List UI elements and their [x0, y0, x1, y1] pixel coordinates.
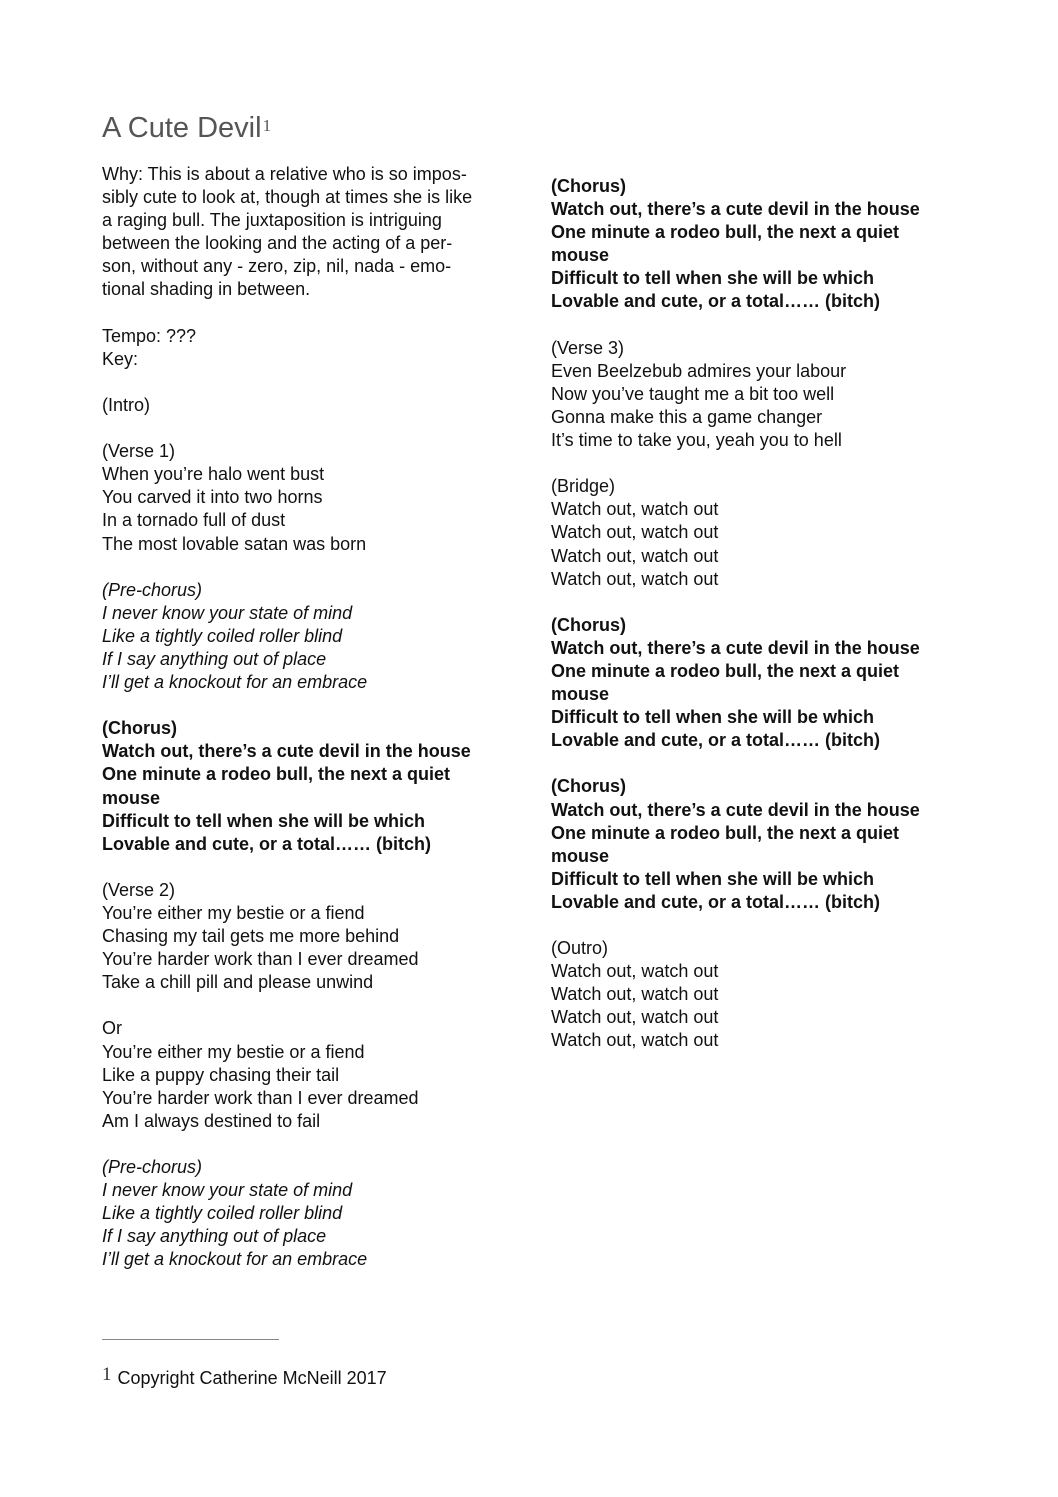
lyric-line: Am I always destined to fail — [102, 1110, 321, 1131]
lyric-line: I never know your state of mind — [102, 602, 353, 623]
lyric-line: You carved it into two horns — [102, 487, 323, 508]
section-label: (Chorus) — [551, 776, 626, 797]
lyric-line: mouse — [551, 845, 610, 866]
lyric-line: If I say anything out of place — [102, 1226, 327, 1247]
lyric-line: Lovable and cute, or a total…… (bitch) — [551, 291, 881, 312]
tempo: Tempo: ??? — [102, 325, 197, 346]
why-line: son, without any - zero, zip, nil, nada - emo- — [102, 256, 452, 277]
lyric-line: Take a chill pill and please unwind — [102, 972, 374, 993]
lyric-line: You’re either my bestie or a fiend — [102, 1041, 365, 1062]
lyric-line: Even Beelzebub admires your labour — [551, 360, 847, 381]
lyric-line: One minute a rodeo bull, the next a quiet — [102, 764, 451, 785]
lyric-line: Watch out, there’s a cute devil in the house — [102, 741, 471, 762]
lyric-line: Watch out, watch out — [551, 522, 719, 543]
bridge — [551, 475, 971, 590]
verse-3 — [551, 337, 971, 452]
lyric-line: One minute a rodeo bull, the next a quiet — [551, 822, 900, 843]
song-title — [102, 108, 271, 148]
outro — [551, 937, 971, 1052]
lyric-line: Lovable and cute, or a total…… (bitch) — [551, 730, 881, 751]
verse-2-alternate — [102, 1017, 512, 1132]
lyric-line: You’re either my bestie or a fiend — [102, 903, 365, 923]
section-label: Or — [102, 1018, 122, 1039]
lyric-line: Watch out, watch out — [551, 568, 719, 589]
lyric-line: Like a tightly coiled roller blind — [102, 625, 343, 646]
lyric-line: Watch out, watch out — [551, 961, 719, 982]
why-line: sibly cute to look at, though at times she is like — [102, 187, 473, 208]
lyric-line: Chasing my tail gets me more behind — [102, 926, 400, 947]
footnote-text: Copyright Catherine McNeill 2017 — [117, 1368, 387, 1388]
lyric-line: You’re harder work than I ever dreamed — [102, 949, 419, 970]
footnote — [102, 1366, 387, 1391]
why-line: tional shading in between. — [102, 279, 311, 300]
lyric-line: Difficult to tell when she will be which — [551, 868, 875, 889]
section-label: (Chorus) — [551, 614, 626, 635]
key: Key: — [102, 348, 139, 369]
section-label: (Verse 1) — [102, 441, 176, 462]
title-footnote-mark: 1 — [262, 116, 272, 135]
lyric-line: I never know your state of mind — [102, 1180, 353, 1201]
lyric-line: Difficult to tell when she will be which — [551, 707, 875, 728]
song-title-text: A Cute Devil — [102, 112, 262, 144]
lyric-line: One minute a rodeo bull, the next a quiet — [551, 660, 900, 681]
lyric-line: Watch out, watch out — [551, 545, 719, 566]
lyric-line: Watch out, there’s a cute devil in the house — [551, 799, 920, 820]
lyric-line: Watch out, watch out — [551, 499, 719, 520]
lyric-line: Watch out, there’s a cute devil in the house — [551, 637, 920, 658]
lyric-line: Watch out, watch out — [551, 984, 719, 1005]
lyric-line: In a tornado full of dust — [102, 510, 286, 531]
why-line: Why: This is about a relative who is so impos- — [102, 164, 467, 184]
chorus-1 — [102, 717, 512, 856]
lyric-line: Gonna make this a game changer — [551, 406, 823, 427]
lyric-line: Lovable and cute, or a total…… (bitch) — [551, 891, 881, 912]
left-column — [102, 163, 512, 1272]
footnote-mark: 1 — [102, 1364, 112, 1385]
why-paragraph — [102, 163, 512, 302]
lyric-line: If I say anything out of place — [102, 648, 327, 669]
lyric-line: You’re harder work than I ever dreamed — [102, 1087, 419, 1108]
verse-2 — [102, 879, 512, 994]
section-label: (Verse 2) — [102, 879, 176, 900]
lyric-line: I’ll get a knockout for an embrace — [102, 672, 368, 693]
footnote-divider — [102, 1339, 279, 1340]
lyric-line: Like a puppy chasing their tail — [102, 1064, 340, 1085]
lyric-line: When you’re halo went bust — [102, 464, 325, 485]
section-label: (Bridge) — [551, 476, 616, 497]
intro-label: (Intro) — [102, 394, 151, 415]
lyric-line: Difficult to tell when she will be which — [551, 268, 875, 289]
chorus-4 — [551, 775, 971, 914]
lyric-line: mouse — [551, 684, 610, 705]
chorus-2 — [551, 175, 971, 314]
lyric-line: mouse — [551, 245, 610, 266]
lyric-line: Lovable and cute, or a total…… (bitch) — [102, 833, 432, 854]
why-line: between the looking and the acting of a per- — [102, 233, 453, 254]
lyric-line: Watch out, there’s a cute devil in the house — [551, 199, 920, 220]
why-line: a raging bull. The juxtaposition is intriguing — [102, 210, 442, 231]
pre-chorus-1 — [102, 579, 512, 694]
verse-1 — [102, 440, 512, 555]
lyric-line: It’s time to take you, yeah you to hell — [551, 430, 842, 451]
lyric-line: I’ll get a knockout for an embrace — [102, 1249, 368, 1270]
section-label: (Pre-chorus) — [102, 1157, 203, 1178]
lyric-line: Watch out, watch out — [551, 1030, 719, 1051]
section-label: (Verse 3) — [551, 337, 625, 358]
lyric-line: Watch out, watch out — [551, 1007, 719, 1028]
lyric-line: Now you’ve taught me a bit too well — [551, 383, 835, 404]
chorus-3 — [551, 614, 971, 753]
section-label: (Chorus) — [102, 718, 177, 739]
lyric-line: Difficult to tell when she will be which — [102, 810, 426, 831]
pre-chorus-2 — [102, 1156, 512, 1271]
section-label: (Pre-chorus) — [102, 579, 203, 600]
section-label: (Chorus) — [551, 176, 626, 196]
right-column — [551, 175, 971, 1053]
section-label: (Outro) — [551, 938, 609, 959]
lyric-line: mouse — [102, 787, 161, 808]
lyric-line: Like a tightly coiled roller blind — [102, 1203, 343, 1224]
lyric-line: The most lovable satan was born — [102, 533, 367, 554]
lyric-line: One minute a rodeo bull, the next a quiet — [551, 222, 900, 243]
